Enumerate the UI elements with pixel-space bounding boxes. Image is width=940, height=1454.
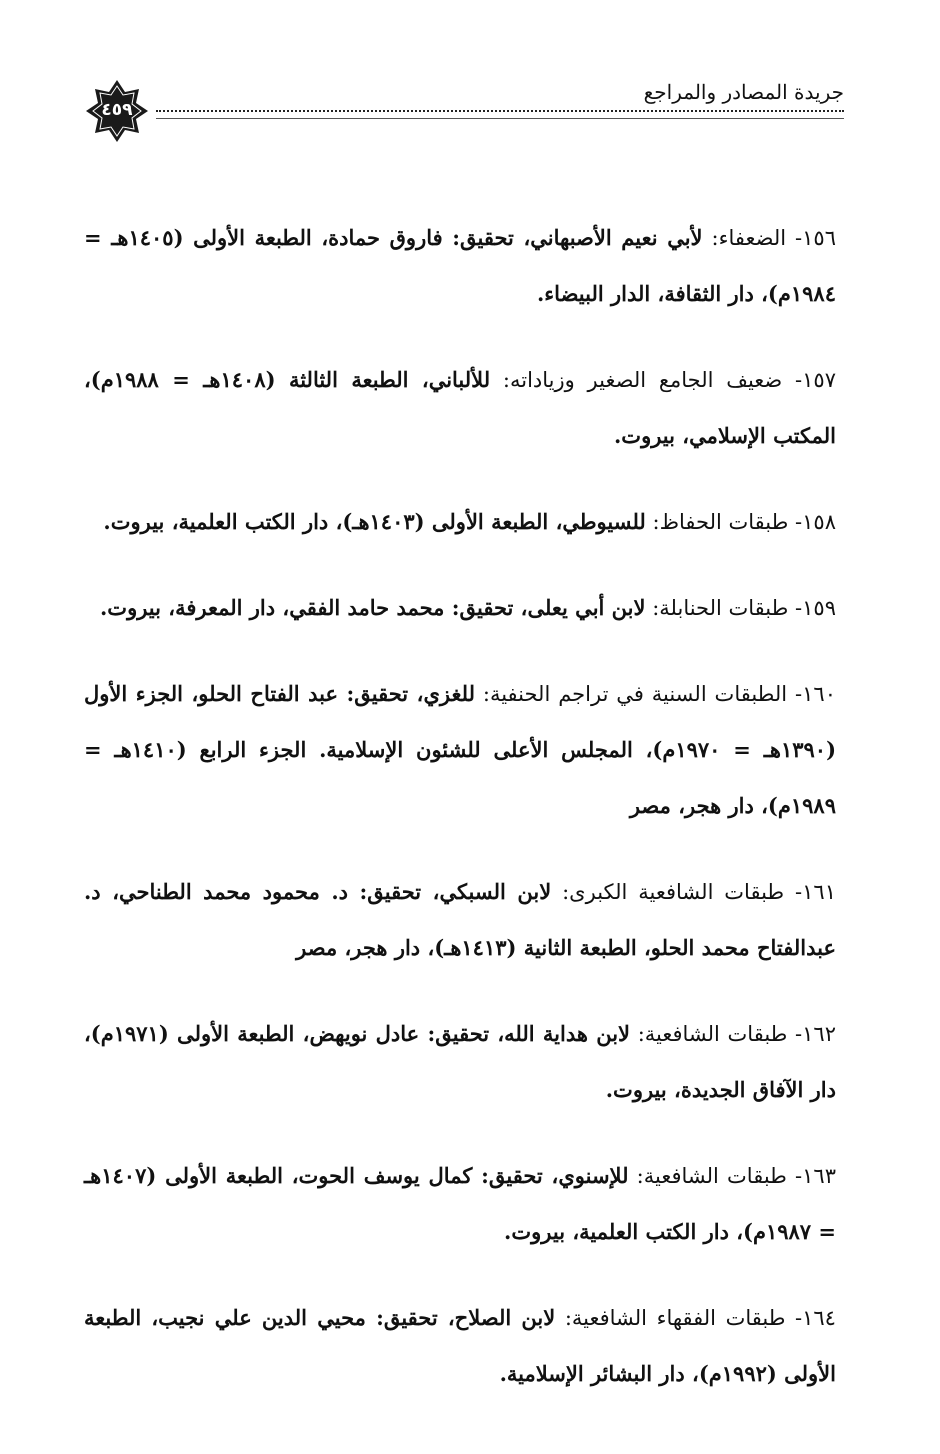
bibliography-entry (84, 666, 836, 834)
entry-title: الطبقات السنية في تراجم الحنفية: (482, 682, 788, 706)
bibliography-entry (84, 494, 836, 550)
bibliography-list (84, 210, 836, 1432)
entry-details: للسيوطي، الطبعة الأولى (١٤٠٣هـ)، دار الكتب العلمية، بيروت. (103, 509, 646, 534)
entry-number: ١٥٨- (795, 510, 836, 534)
entry-number: ١٥٦- (795, 226, 836, 250)
entry-details: للغزي، تحقيق: عبد الفتاح الحلو، الجزء الأول (١٣٩٠هـ = ١٩٧٠م)، المجلس الأعلى للشئون الإسلامية. الجزء الرابع (١٤١٠هـ = ١٩٨٩م)، دار هجر، مصر (84, 681, 836, 818)
entry-details: للألباني، الطبعة الثالثة (١٤٠٨هـ = ١٩٨٨م)، المكتب الإسلامي، بيروت. (84, 367, 836, 448)
entry-title: ضعيف الجامع الصغير وزياداته: (502, 368, 783, 392)
entry-details: لابن أبي يعلى، تحقيق: محمد حامد الفقي، دار المعرفة، بيروت. (100, 595, 646, 620)
entry-number: ١٦٠- (795, 682, 836, 706)
running-header-title: جريدة المصادر والمراجع (643, 80, 844, 104)
entry-title: طبقات الشافعية: (637, 1022, 788, 1046)
entry-details: للإسنوي، تحقيق: كمال يوسف الحوت، الطبعة الأولى (١٤٠٧هـ = ١٩٨٧م)، دار الكتب العلمية، بيروت. (84, 1163, 836, 1244)
entry-number: ١٥٧- (795, 368, 836, 392)
entry-number: ١٦٢- (795, 1022, 836, 1046)
page-header (84, 70, 844, 140)
page-number: ٤٥٩ (101, 100, 133, 120)
entry-details: لابن الصلاح، تحقيق: محيي الدين علي نجيب، الطبعة الأولى (١٩٩٢م)، دار البشائر الإسلامية. (84, 1305, 836, 1386)
entry-title: طبقات الحنابلة: (652, 596, 789, 620)
page-number-badge (84, 78, 150, 144)
entry-title: طبقات الحفاظ: (652, 510, 789, 534)
entry-title: طبقات الشافعية الكبرى: (562, 880, 785, 904)
bibliography-entry (84, 352, 836, 464)
entry-details: لأبي نعيم الأصبهاني، تحقيق: فاروق حمادة، الطبعة الأولى (١٤٠٥هـ = ١٩٨٤م)، دار الثقافة، الدار البيضاء. (84, 225, 836, 306)
entry-details: لابن هداية الله، تحقيق: عادل نويهض، الطبعة الأولى (١٩٧١م)، دار الآفاق الجديدة، بيروت. (84, 1021, 836, 1102)
entry-number: ١٦٣- (795, 1164, 836, 1188)
entry-title: طبقات الفقهاء الشافعية: (564, 1306, 786, 1330)
bibliography-entry (84, 864, 836, 976)
bibliography-entry (84, 1148, 836, 1260)
header-divider (156, 110, 844, 119)
entry-number: ١٥٩- (795, 596, 836, 620)
bibliography-entry (84, 210, 836, 322)
entry-title: الضعفاء: (711, 226, 787, 250)
bibliography-entry (84, 1006, 836, 1118)
bibliography-entry (84, 1290, 836, 1402)
entry-number: ١٦١- (795, 880, 836, 904)
entry-number: ١٦٤- (795, 1306, 836, 1330)
entry-details: لابن السبكي، تحقيق: د. محمود محمد الطناحي، د. عبدالفتاح محمد الحلو، الطبعة الثانية (١٤١٣هـ)، دار هجر، مصر (84, 879, 836, 960)
bibliography-entry (84, 580, 836, 636)
entry-title: طبقات الشافعية: (636, 1164, 787, 1188)
